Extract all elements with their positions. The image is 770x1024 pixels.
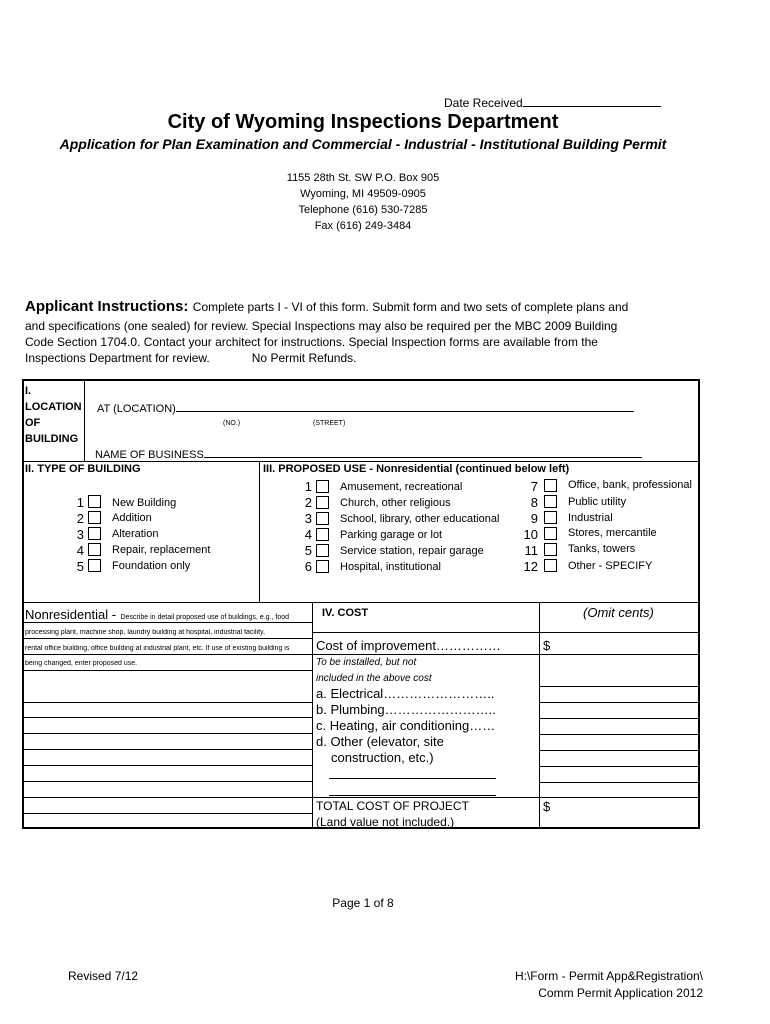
file-path-1: H:\Form - Permit App&Registration\	[514, 969, 703, 983]
type-num-1: 1	[76, 495, 84, 510]
use-checkbox-10[interactable]	[544, 527, 557, 540]
type-label-3: Alteration	[112, 528, 159, 540]
date-received-field[interactable]	[523, 94, 661, 107]
use-label-4: Parking garage or lot	[340, 529, 443, 541]
location-field	[97, 401, 634, 415]
use-label-6: Hospital, institutional	[340, 561, 441, 573]
type-num-3: 3	[76, 527, 84, 542]
cost-amount-line	[539, 686, 700, 687]
use-checkbox-2[interactable]	[316, 496, 329, 509]
type-checkbox-3[interactable]	[88, 527, 101, 540]
address-line-4: Fax (616) 249-3484	[314, 220, 412, 232]
use-num-8: 8	[530, 495, 538, 510]
section-1-heading	[25, 383, 82, 447]
type-label-5: Foundation only	[112, 560, 191, 572]
use-checkbox-8[interactable]	[544, 495, 557, 508]
address-line-2: Wyoming, MI 49509-0905	[300, 188, 426, 200]
use-num-5: 5	[304, 543, 312, 558]
nonresidential-desc-1: Describe in detail proposed use of buildings, e.g., food	[120, 614, 289, 621]
use-checkbox-9[interactable]	[544, 511, 557, 524]
cost-item-other-cont: construction, etc.)	[331, 750, 434, 765]
use-label-9: Industrial	[568, 512, 613, 524]
use-checkbox-3[interactable]	[316, 512, 329, 525]
nonresidential-heading: Nonresidential -	[25, 607, 117, 622]
no-label: (NO.)	[223, 420, 241, 427]
use-label-11: Tanks, towers	[568, 543, 636, 555]
use-num-10: 10	[523, 527, 538, 542]
business-field	[95, 448, 642, 461]
date-received-label: Date Received	[444, 96, 523, 110]
cost-improvement-label: Cost of improvement……………	[316, 638, 501, 653]
date-received	[444, 94, 661, 110]
use-label-12: Other - SPECIFY	[568, 560, 653, 572]
use-label-2: Church, other religious	[340, 497, 451, 509]
page-subtitle: Application for Plan Examination and Commercial - Industrial - Institutional Building Permit	[59, 136, 667, 152]
cost-item-other: d. Other (elevator, site	[316, 734, 444, 749]
nonresidential-desc-2: processing plant, machine shop, laundry building at hospital, industrial facility,	[25, 629, 265, 636]
instructions-line-1: Complete parts I - VI of this form. Submit form and two sets of complete plans and	[192, 300, 629, 314]
address-line-3: Telephone (616) 530-7285	[298, 204, 428, 216]
nonresidential-desc-4: being changed, enter proposed use.	[25, 660, 138, 667]
use-label-5: Service station, repair garage	[340, 545, 484, 557]
use-label-8: Public utility	[568, 496, 627, 508]
type-label-2: Addition	[112, 512, 152, 524]
instructions	[25, 298, 628, 316]
instructions-line-3: Code Section 1704.0. Contact your architect for instructions. Special Inspection forms are available from the	[25, 335, 598, 349]
file-path-2: Comm Permit Application 2012	[538, 986, 703, 1000]
section-2-heading: II. TYPE OF BUILDING	[25, 463, 141, 475]
business-input[interactable]	[204, 448, 642, 458]
type-num-4: 4	[76, 543, 84, 558]
type-checkbox-1[interactable]	[88, 495, 101, 508]
total-cost-note: (Land value not included.)	[316, 815, 455, 829]
total-cost-dollar: $	[543, 799, 551, 814]
section-1-word-of: OF	[25, 417, 41, 429]
page-title: City of Wyoming Inspections Department	[167, 111, 559, 133]
page-number: Page 1 of 8	[332, 896, 394, 910]
revised-date: Revised 7/12	[68, 969, 139, 983]
type-checkbox-4[interactable]	[88, 543, 101, 556]
location-input[interactable]	[176, 401, 634, 412]
use-checkbox-12[interactable]	[544, 559, 557, 572]
nonresidential-desc-3: rental office building, office building at industrial plant, etc. If use of existing building is	[25, 645, 290, 652]
cost-improvement-dollar: $	[543, 638, 551, 653]
cost-item-heating: c. Heating, air conditioning……	[316, 718, 496, 733]
use-num-4: 4	[304, 527, 312, 542]
use-checkbox-1[interactable]	[316, 480, 329, 493]
instructions-line-4	[25, 351, 356, 365]
use-checkbox-4[interactable]	[316, 528, 329, 541]
use-label-3: School, library, other educational	[340, 513, 500, 525]
omit-cents-note: (Omit cents)	[583, 605, 654, 620]
use-checkbox-5[interactable]	[316, 544, 329, 557]
instructions-line-4a: Inspections Department for review.	[25, 351, 210, 365]
instructions-line-2: and specifications (one sealed) for review. Special Inspections may also be required per the MBC 2009 Building	[25, 319, 618, 333]
section-1-word-building: BUILDING	[25, 433, 79, 445]
business-label: NAME OF BUSINESS	[95, 449, 204, 461]
cost-note-2: included in the above cost	[316, 673, 432, 684]
at-location-label: AT (LOCATION)	[97, 403, 176, 415]
section-4-heading: IV. COST	[322, 607, 369, 619]
use-num-2: 2	[304, 495, 312, 510]
section-1-word-location: LOCATION	[25, 401, 82, 413]
use-checkbox-11[interactable]	[544, 543, 557, 556]
section-3-heading: III. PROPOSED USE - Nonresidential (continued below left)	[263, 463, 570, 475]
use-num-1: 1	[304, 479, 312, 494]
section-1-num: I.	[25, 385, 32, 397]
cost-note-1: To be installed, but not	[316, 657, 417, 668]
use-num-12: 12	[523, 559, 538, 574]
use-label-7: Office, bank, professional	[568, 479, 692, 491]
cost-item-plumbing: b. Plumbing……………………..	[316, 702, 496, 717]
instructions-heading: Applicant Instructions:	[25, 298, 189, 315]
cost-item-electrical: a. Electrical……………………..	[316, 686, 495, 701]
type-label-1: New Building	[112, 497, 177, 509]
type-checkbox-5[interactable]	[88, 559, 101, 572]
type-num-5: 5	[76, 559, 84, 574]
use-num-3: 3	[304, 511, 312, 526]
address-line-1: 1155 28th St. SW P.O. Box 905	[286, 172, 440, 184]
use-label-10: Stores, mercantile	[568, 527, 657, 539]
use-num-7: 7	[530, 479, 538, 494]
street-label: (STREET)	[313, 420, 346, 427]
total-cost-label: TOTAL COST OF PROJECT	[316, 799, 469, 813]
use-checkbox-7[interactable]	[544, 479, 557, 492]
type-num-2: 2	[76, 511, 84, 526]
use-checkbox-6[interactable]	[316, 560, 329, 573]
type-checkbox-2[interactable]	[88, 511, 101, 524]
use-num-9: 9	[530, 511, 538, 526]
type-label-4: Repair, replacement	[112, 544, 211, 556]
no-refunds-note: No Permit Refunds.	[251, 351, 357, 365]
use-label-1: Amusement, recreational	[340, 481, 463, 493]
use-num-6: 6	[304, 559, 312, 574]
use-num-11: 11	[524, 543, 538, 558]
